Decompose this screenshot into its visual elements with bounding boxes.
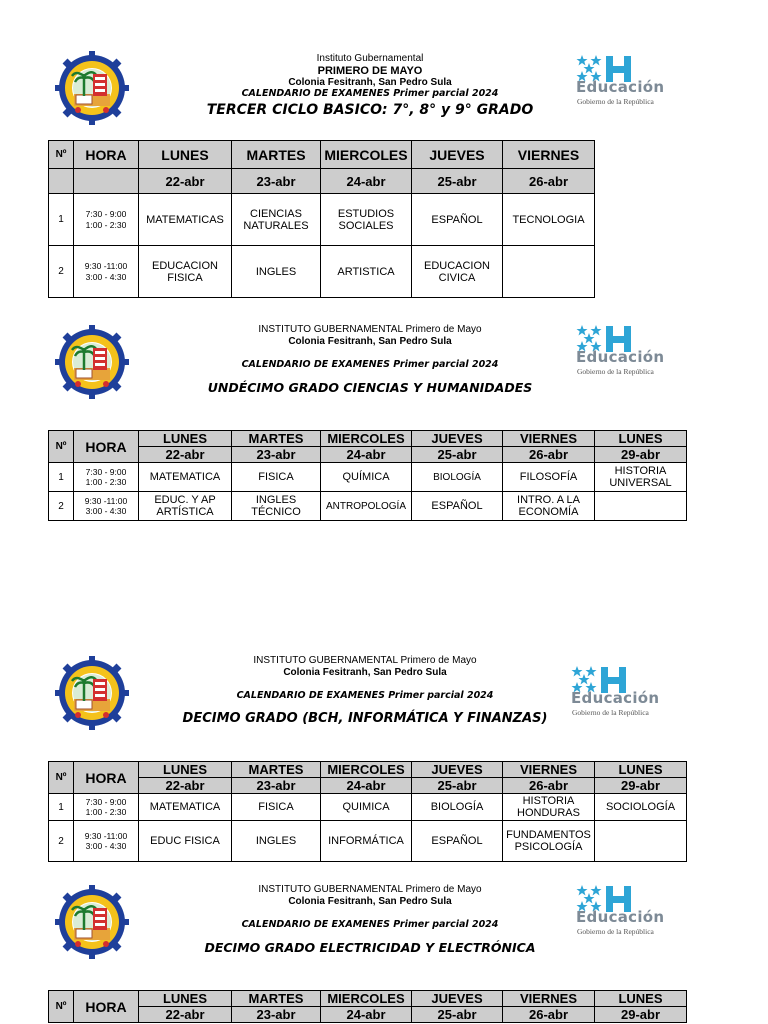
date-cell: 26-abr — [503, 447, 595, 463]
col-header-lunes: LUNES — [139, 141, 232, 169]
educacion-word: Educación — [576, 348, 665, 366]
subject-cell: ANTROPOLOGÍA — [321, 492, 412, 521]
col-header-no: Nº — [49, 431, 74, 463]
date-cell: 29-abr — [595, 447, 687, 463]
row-number: 1 — [49, 794, 74, 821]
educacion-logo — [576, 324, 676, 374]
institute-label: Instituto Gubernamental — [316, 53, 424, 64]
date-cell: 29-abr — [595, 778, 687, 794]
time-cell: 7:30 - 9:00 1:00 - 2:30 — [74, 463, 139, 492]
gobierno-label: Gobierno de la República — [572, 708, 649, 717]
date-cell: 25-abr — [412, 169, 503, 194]
school-logo — [54, 884, 130, 965]
subject-cell: EDUC FISICA — [139, 821, 232, 862]
col-header-viernes: VIERNES — [503, 991, 595, 1007]
col-header-miercoles: MIERCOLES — [321, 762, 412, 778]
subject-cell: ESPAÑOL — [412, 821, 503, 862]
educacion-logo — [576, 54, 676, 104]
col-header-jueves: JUEVES — [412, 991, 503, 1007]
col-header-no: Nº — [49, 141, 74, 169]
section-2-header — [180, 324, 560, 395]
subject-cell: FISICA — [232, 794, 321, 821]
gobierno-label: Gobierno de la República — [577, 927, 654, 936]
calendar-title: CALENDARIO DE EXAMENES Primer parcial 2024 — [241, 87, 499, 99]
institute-label: INSTITUTO GUBERNAMENTAL Primero de Mayo — [258, 324, 482, 335]
educacion-word: Educación — [571, 689, 660, 707]
date-cell: 26-abr — [503, 778, 595, 794]
exam-table-decimo-electricidad — [48, 990, 687, 1023]
col-header-hora: HORA — [74, 141, 139, 169]
col-header-lunes-2: LUNES — [595, 431, 687, 447]
gobierno-label: Gobierno de la República — [577, 367, 654, 376]
date-cell: 22-abr — [139, 1007, 232, 1023]
subject-cell: MATEMATICA — [139, 794, 232, 821]
subject-cell — [595, 492, 687, 521]
date-cell: 23-abr — [232, 1007, 321, 1023]
subject-cell: INGLES — [232, 821, 321, 862]
col-header-no: Nº — [49, 991, 74, 1023]
subject-cell: ESPAÑOL — [412, 194, 503, 246]
date-cell: 26-abr — [503, 1007, 595, 1023]
col-header-lunes: LUNES — [139, 991, 232, 1007]
subject-cell: FILOSOFÍA — [503, 463, 595, 492]
subject-cell: HISTORIA HONDURAS — [503, 794, 595, 821]
subject-cell: MATEMATICA — [139, 463, 232, 492]
col-header-jueves: JUEVES — [412, 141, 503, 169]
col-header-no: Nº — [49, 762, 74, 794]
subject-cell: INFORMÁTICA — [321, 821, 412, 862]
exam-table-undecimo — [48, 430, 687, 521]
address: Colonia Fesitranh, San Pedro Sula — [288, 895, 452, 907]
date-cell: 22-abr — [139, 447, 232, 463]
col-header-martes: MARTES — [232, 431, 321, 447]
date-cell: 25-abr — [412, 447, 503, 463]
subject-cell: INGLES TÉCNICO — [232, 492, 321, 521]
institute-name: PRIMERO DE MAYO — [317, 64, 423, 77]
subject-cell: TECNOLOGIA — [503, 194, 595, 246]
address: Colonia Fesitranh, San Pedro Sula — [283, 666, 447, 678]
date-cell: 25-abr — [412, 778, 503, 794]
col-header-viernes: VIERNES — [503, 431, 595, 447]
date-cell: 23-abr — [232, 778, 321, 794]
subject-cell: ESPAÑOL — [412, 492, 503, 521]
col-header-lunes: LUNES — [139, 431, 232, 447]
calendar-title: CALENDARIO DE EXAMENES Primer parcial 2024 — [241, 919, 499, 930]
section-3-header — [150, 655, 580, 727]
grade-title: DECIMO GRADO (BCH, INFORMÁTICA Y FINANZAS) — [182, 710, 548, 726]
grade-title: UNDÉCIMO GRADO CIENCIAS Y HUMANIDADES — [207, 379, 533, 395]
institute-label: INSTITUTO GUBERNAMENTAL Primero de Mayo — [258, 884, 482, 895]
date-cell: 24-abr — [321, 447, 412, 463]
col-header-hora: HORA — [74, 431, 139, 463]
subject-cell: INGLES — [232, 246, 321, 298]
date-cell: 24-abr — [321, 1007, 412, 1023]
col-header-jueves: JUEVES — [412, 431, 503, 447]
col-header-miercoles: MIERCOLES — [321, 141, 412, 169]
educacion-word: Educación — [576, 908, 665, 926]
subject-cell: BIOLOGÍA — [412, 463, 503, 492]
col-header-miercoles: MIERCOLES — [321, 991, 412, 1007]
date-cell: 22-abr — [139, 169, 232, 194]
date-cell: 29-abr — [595, 1007, 687, 1023]
date-cell — [74, 169, 139, 194]
subject-cell: MATEMATICAS — [139, 194, 232, 246]
date-cell: 24-abr — [321, 169, 412, 194]
table-row — [49, 492, 687, 521]
subject-cell: BIOLOGÍA — [412, 794, 503, 821]
col-header-martes: MARTES — [232, 141, 321, 169]
calendar-title: CALENDARIO DE EXAMENES Primer parcial 2024 — [241, 359, 499, 370]
school-logo — [54, 655, 130, 736]
exam-table-tercer-ciclo — [48, 140, 595, 298]
subject-cell — [595, 821, 687, 862]
address: Colonia Fesitranh, San Pedro Sula — [288, 77, 452, 89]
table-row — [49, 463, 687, 492]
col-header-martes: MARTES — [232, 991, 321, 1007]
table-row — [49, 194, 595, 246]
time-cell: 9:30 -11:00 3:00 - 4:30 — [74, 246, 139, 298]
school-logo — [54, 324, 130, 405]
exam-table-decimo-bch — [48, 761, 687, 862]
section-1-header — [180, 53, 560, 118]
col-header-lunes-2: LUNES — [595, 991, 687, 1007]
gobierno-label: Gobierno de la República — [577, 97, 654, 106]
grade-title: DECIMO GRADO ELECTRICIDAD Y ELECTRÓNICA — [204, 939, 536, 955]
date-cell: 25-abr — [412, 1007, 503, 1023]
calendar-title: CALENDARIO DE EXAMENES Primer parcial 2024 — [236, 690, 494, 701]
table-row — [49, 794, 687, 821]
section-4-header — [180, 884, 560, 955]
row-number: 1 — [49, 194, 74, 246]
educacion-word: Educación — [576, 78, 665, 96]
col-header-miercoles: MIERCOLES — [321, 431, 412, 447]
table-row — [49, 821, 687, 862]
col-header-lunes-2: LUNES — [595, 762, 687, 778]
subject-cell: FUNDAMENTOS PSICOLOGÍA — [503, 821, 595, 862]
date-cell: 23-abr — [232, 447, 321, 463]
col-header-jueves: JUEVES — [412, 762, 503, 778]
table-row — [49, 246, 595, 298]
date-cell: 23-abr — [232, 169, 321, 194]
educacion-logo — [571, 665, 671, 715]
date-cell — [49, 169, 74, 194]
educacion-logo — [576, 884, 676, 934]
subject-cell — [503, 246, 595, 298]
subject-cell: EDUC. Y AP ARTÍSTICA — [139, 492, 232, 521]
date-cell: 24-abr — [321, 778, 412, 794]
col-header-lunes: LUNES — [139, 762, 232, 778]
subject-cell: HISTORIA UNIVERSAL — [595, 463, 687, 492]
grade-title: TERCER CICLO BASICO: 7°, 8° y 9° GRADO — [206, 101, 534, 118]
time-cell: 7:30 - 9:00 1:00 - 2:30 — [74, 194, 139, 246]
col-header-viernes: VIERNES — [503, 762, 595, 778]
col-header-hora: HORA — [74, 991, 139, 1023]
col-header-viernes: VIERNES — [503, 141, 595, 169]
address: Colonia Fesitranh, San Pedro Sula — [288, 335, 452, 347]
time-cell: 9:30 -11:00 3:00 - 4:30 — [74, 492, 139, 521]
subject-cell: SOCIOLOGÍA — [595, 794, 687, 821]
subject-cell: INTRO. A LA ECONOMÍA — [503, 492, 595, 521]
row-number: 2 — [49, 492, 74, 521]
row-number: 2 — [49, 246, 74, 298]
time-cell: 9:30 -11:00 3:00 - 4:30 — [74, 821, 139, 862]
subject-cell: EDUCACION FISICA — [139, 246, 232, 298]
subject-cell: ESTUDIOS SOCIALES — [321, 194, 412, 246]
col-header-hora: HORA — [74, 762, 139, 794]
school-logo — [54, 50, 130, 131]
institute-label: INSTITUTO GUBERNAMENTAL Primero de Mayo — [253, 655, 477, 666]
row-number: 1 — [49, 463, 74, 492]
time-cell: 7:30 - 9:00 1:00 - 2:30 — [74, 794, 139, 821]
subject-cell: CIENCIAS NATURALES — [232, 194, 321, 246]
subject-cell: FISICA — [232, 463, 321, 492]
col-header-martes: MARTES — [232, 762, 321, 778]
date-cell: 22-abr — [139, 778, 232, 794]
subject-cell: QUÍMICA — [321, 463, 412, 492]
subject-cell: QUIMICA — [321, 794, 412, 821]
row-number: 2 — [49, 821, 74, 862]
subject-cell: EDUCACION CIVICA — [412, 246, 503, 298]
subject-cell: ARTISTICA — [321, 246, 412, 298]
date-cell: 26-abr — [503, 169, 595, 194]
